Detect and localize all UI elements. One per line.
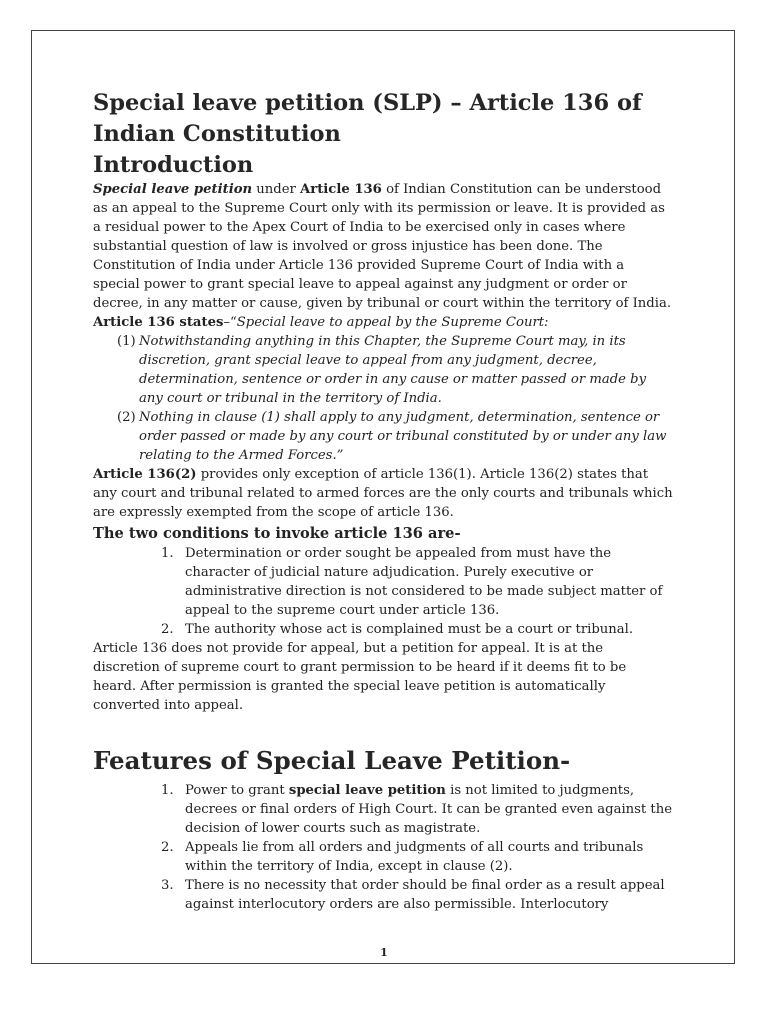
article-states-label: Article 136 states (93, 315, 224, 330)
clause-text: Nothing in clause (1) shall apply to any judgment, determination, sentence or order passed or made by any court or tribunal constituted by or under any law relating to the Armed Forces.” (139, 410, 667, 463)
exception-label: Article 136(2) (93, 467, 197, 482)
list-item (93, 332, 673, 408)
item-number: 2. (161, 622, 174, 637)
list-item (93, 781, 673, 838)
intro-heading: Introduction (93, 152, 254, 178)
clause-list (93, 332, 673, 465)
clause-number: (1) (117, 334, 136, 349)
article-states-dash: –“ (223, 315, 237, 330)
item-text: Determination or order sought be appealed from must have the character of judicial nature adjudication. Purely executive or administrative direction is not considered to be made subject matter of appeal to the supreme court under article 136. (185, 546, 663, 618)
page-number: 1 (380, 946, 388, 959)
list-item (93, 408, 673, 465)
discretion-paragraph: Article 136 does not provide for appeal, but a petition for appeal. It is at the discretion of supreme court to grant permission to be heard if it deems fit to be heard. After permission is granted the special leave petition is automatically converted into appeal. (93, 641, 627, 713)
item-number: 3. (161, 878, 174, 893)
item-text: The authority whose act is complained must be a court or tribunal. (185, 622, 634, 637)
list-item (93, 838, 673, 876)
list-item (93, 620, 673, 639)
item-text-pre: Power to grant (185, 783, 289, 798)
article-term: Article 136 (300, 182, 382, 197)
intro-under: under (252, 182, 301, 197)
item-text-post: is not limited to judgments, decrees or final orders of High Court. It can be granted even against the decision of lower courts such as magistrate. (185, 783, 673, 836)
document-content (93, 88, 673, 914)
document-title: Special leave petition (SLP) – Article 136 of Indian Constitution (93, 90, 642, 147)
article-states-line (93, 313, 673, 332)
conditions-heading: The two conditions to invoke article 136 are- (93, 525, 461, 542)
item-number: 1. (161, 546, 174, 561)
intro-rest: of Indian Constitution can be understood as an appeal to the Supreme Court only with its permission or leave. It is provided as a residual power to the Apex Court of India to be exercised only in cases where substantial question of law is involved or gross injustice has been done. The Constitution of India under Article 136 provided Supreme Court of India with a special power to grant special leave to appeal against any judgment or order or decree, in any matter or cause, given by tribunal or court within the territory of India. (93, 182, 672, 311)
item-number: 1. (161, 783, 174, 798)
article-states-quote: Special leave to appeal by the Supreme Court: (236, 315, 549, 330)
item-text-pre: Appeals lie from all orders and judgments of all courts and tribunals within the territory of India, except in clause (2). (185, 840, 644, 874)
features-heading: Features of Special Leave Petition- (93, 746, 571, 775)
exception-paragraph (93, 465, 673, 522)
exception-text: provides only exception of article 136(1). Article 136(2) states that any court and tribunal related to armed forces are the only courts and tribunals which are expressly exempted from the scope of article 136. (93, 467, 673, 520)
list-item (93, 876, 673, 914)
list-item (93, 544, 673, 620)
conditions-list (93, 544, 673, 639)
item-text-bold: special leave petition (288, 783, 446, 798)
slp-term: Special leave petition (93, 182, 253, 197)
clause-text: Notwithstanding anything in this Chapter, the Supreme Court may, in its discretion, grant special leave to appeal from any judgment, decree, determination, sentence or order in any cause or matter passed or made by any court or tribunal in the territory of India. (139, 334, 647, 406)
item-text-pre: There is no necessity that order should be final order as a result appeal against interlocutory orders are also permissible. Interlocutory (185, 878, 665, 912)
clause-number: (2) (117, 410, 136, 425)
item-number: 2. (161, 840, 174, 855)
features-list (93, 781, 673, 914)
intro-paragraph (93, 180, 673, 313)
